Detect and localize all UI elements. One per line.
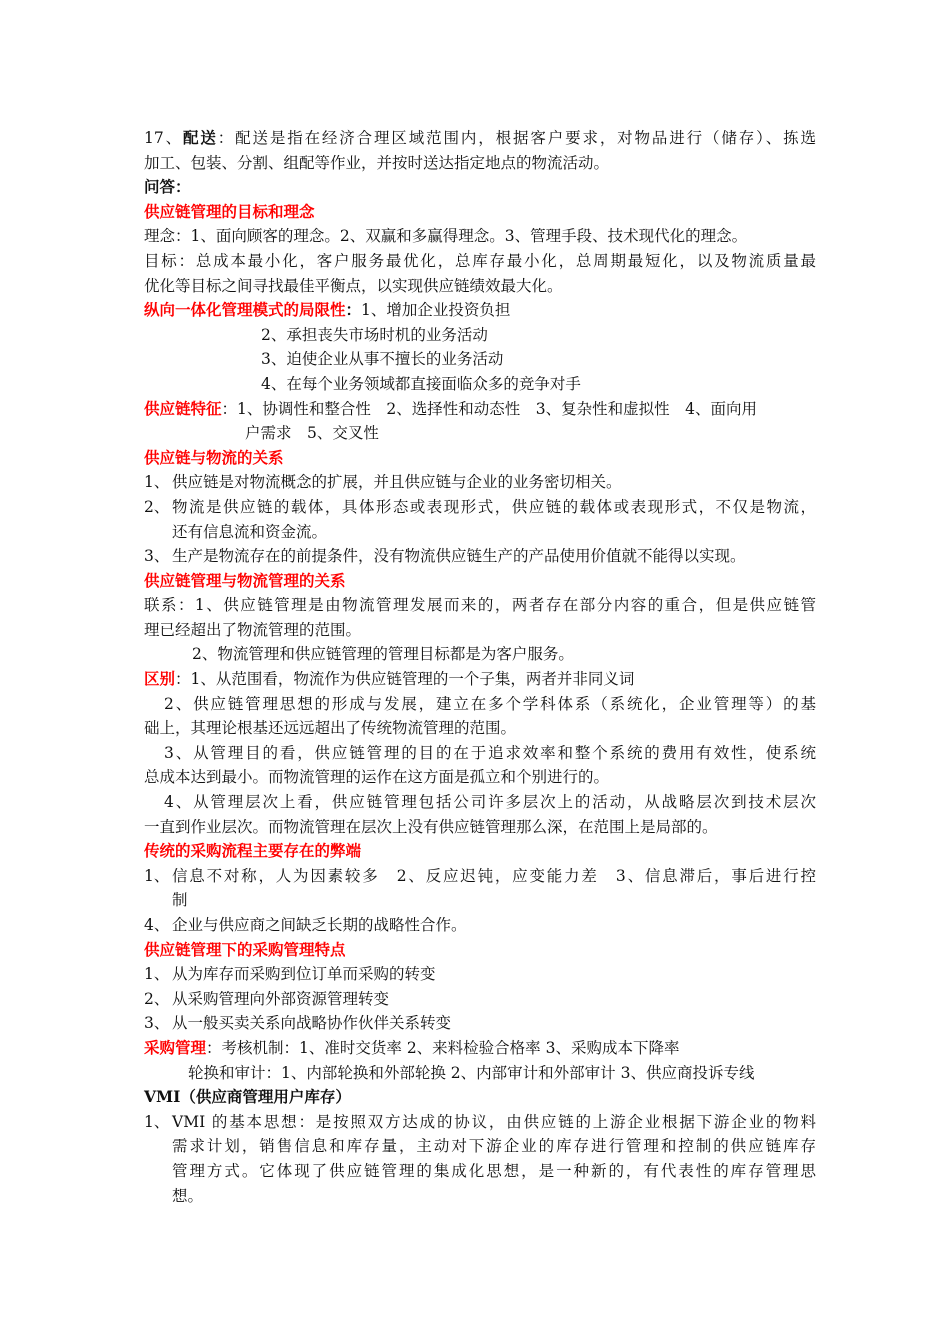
list-item	[144, 495, 816, 544]
list-text: VMI 的基本思想：是按照双方达成的协议，由供应链的上游企业根据下游企业的物料	[172, 1112, 816, 1131]
link-line-1: 联系：1、供应链管理是由物流管理发展而来的，两者存在部分内容的重合，但是供应链管	[144, 596, 816, 615]
list-number: 1、	[144, 1112, 170, 1131]
list-number: 1、	[144, 473, 170, 492]
definition-text-1: 配送是指在经济合理区域范围内，根据客户要求，对物品进行（储存）、拣选	[235, 129, 816, 147]
definition-term: 配送	[182, 128, 218, 147]
section-title-goals: 供应链管理的目标和理念	[144, 201, 315, 221]
list-item	[144, 864, 816, 913]
list-number: 4、	[144, 916, 170, 934]
definition-colon: ：	[217, 129, 236, 147]
list-text: 信息不对称，人为因素较多 2、反应迟钝，应变能力差 3、信息滞后，事后进行控	[172, 866, 816, 885]
vertical-integration-line-1	[144, 298, 816, 323]
list-text: 从采购管理向外部资源管理转变	[172, 989, 390, 1008]
goal-line-2: 优化等目标之间寻找最佳平衡点，以实现供应链绩效最大化。	[144, 276, 563, 295]
difference-label: 区别	[144, 669, 176, 689]
link-line-2: 理已经超出了物流管理的范围。	[144, 620, 362, 639]
list-item	[144, 962, 816, 987]
concept-line: 理念：1、面向顾客的理念。2、双赢和多赢得理念。3、管理手段、技术现代化的理念。	[144, 227, 748, 246]
list-item	[144, 544, 816, 569]
limitation-item-2: 2、承担丧失市场时机的业务活动	[261, 325, 488, 344]
features-line-1	[144, 397, 816, 422]
list-item	[144, 987, 816, 1012]
list-text: 制	[172, 891, 188, 910]
document-page	[144, 126, 816, 1208]
list-text: 企业与供应商之间缺乏长期的战略性合作。	[172, 916, 467, 934]
list-text: 从一般买卖关系向战略协作伙伴关系转变	[172, 1014, 452, 1033]
difference-line-1	[144, 667, 816, 692]
goal-line-1: 目标：总成本最小化，客户服务最优化，总库存最小化，总周期最短化，以及物流质量最	[144, 251, 816, 270]
section-title-vmi: VMI（供应商管理用户库存）	[144, 1087, 351, 1107]
list-text: 从为库存而采购到位订单而采购的转变	[172, 965, 436, 984]
limitation-item-1: 1、增加企业投资负担	[361, 301, 511, 320]
rotation-audit-line: 轮换和审计：1、内部轮换和外部轮换 2、内部审计和外部审计 3、供应商投诉专线	[188, 1063, 755, 1082]
limitation-item-3: 3、迫使企业从事不擅长的业务活动	[261, 350, 504, 369]
qa-heading: 问答：	[144, 177, 191, 197]
section-title-scm-logistics: 供应链管理与物流管理的关系	[144, 570, 346, 590]
list-number: 3、	[144, 547, 170, 566]
list-text: 需求计划，销售信息和库存量，主动对下游企业的库存进行管理和控制的供应链库存	[172, 1137, 816, 1156]
section-title-procurement-features: 供应链管理下的采购管理特点	[144, 939, 346, 959]
section-colon: ：	[175, 670, 191, 689]
difference-item-2-line-1: 2、供应链管理思想的形成与发展，建立在多个学科体系（系统化，企业管理等）的基	[164, 694, 816, 713]
list-text: 生产是物流存在的前提条件，没有物流供应链生产的产品使用价值就不能得以实现。	[172, 547, 746, 566]
assessment-mechanism: 考核机制：1、准时交货率 2、来料检验合格率 3、采购成本下降率	[221, 1038, 680, 1057]
difference-item-4-line-1: 4、从管理层次上看，供应链管理包括公司许多层次上的活动，从战略层次到技术层次	[164, 793, 816, 812]
difference-item-1: 1、从范围看，物流作为供应链管理的一个子集，两者并非同义词	[190, 670, 635, 689]
features-line-2: 户需求 5、交叉性	[245, 424, 379, 443]
definition-17-line-1	[144, 126, 816, 151]
definition-number: 17、	[144, 129, 183, 147]
section-colon: ：	[206, 1038, 222, 1057]
list-number: 1、	[144, 965, 170, 984]
list-text: 物流是供应链的载体，具体形态或表现形式，供应链的载体或表现形式，不仅是物流，	[172, 497, 816, 516]
section-colon: ：	[221, 399, 238, 418]
list-number: 1、	[144, 866, 170, 885]
section-title-procurement-drawbacks: 传统的采购流程主要存在的弊端	[144, 841, 362, 861]
list-number: 2、	[144, 989, 170, 1008]
section-title-supply-logistics: 供应链与物流的关系	[144, 447, 284, 467]
list-number: 3、	[144, 1014, 170, 1033]
list-text: 管理方式。它体现了供应链管理的集成化思想，是一种新的，有代表性的库存管理思	[172, 1161, 816, 1180]
list-text: 想。	[172, 1186, 204, 1205]
list-item	[144, 1011, 816, 1036]
section-colon: ：	[345, 300, 362, 320]
list-item	[144, 1110, 816, 1208]
list-text: 供应链是对物流概念的扩展，并且供应链与企业的业务密切相关。	[172, 473, 622, 492]
list-number: 2、	[144, 497, 170, 516]
list-item	[144, 913, 816, 938]
difference-item-3-line-2: 总成本达到最小。而物流管理的运作在这方面是孤立和个别进行的。	[144, 768, 610, 787]
features-text-1: 1、协调性和整合性 2、选择性和动态性 3、复杂性和虚拟性 4、面向用	[237, 399, 757, 418]
link-item-2: 2、物流管理和供应链管理的管理目标都是为客户服务。	[192, 645, 574, 664]
difference-item-2-line-2: 础上，其理论根基还远远超出了传统物流管理的范围。	[144, 719, 517, 738]
section-title-vertical-integration: 纵向一体化管理模式的局限性	[144, 300, 346, 320]
list-text: 还有信息流和资金流。	[172, 522, 328, 541]
section-title-procurement-management: 采购管理	[144, 1037, 207, 1057]
definition-17-line-2: 加工、包装、分割、组配等作业，并按时送达指定地点的物流活动。	[144, 153, 610, 172]
difference-item-3-line-1: 3、从管理目的看，供应链管理的目的在于追求效率和整个系统的费用有效性，使系统	[164, 743, 816, 762]
procurement-management-line-1	[144, 1036, 816, 1061]
difference-item-4-line-2: 一直到作业层次。而物流管理在层次上没有供应链管理那么深，在范围上是局部的。	[144, 817, 718, 836]
section-title-features: 供应链特征	[144, 398, 222, 418]
limitation-item-4: 4、在每个业务领域都直接面临众多的竞争对手	[261, 374, 581, 393]
list-item	[144, 470, 816, 495]
